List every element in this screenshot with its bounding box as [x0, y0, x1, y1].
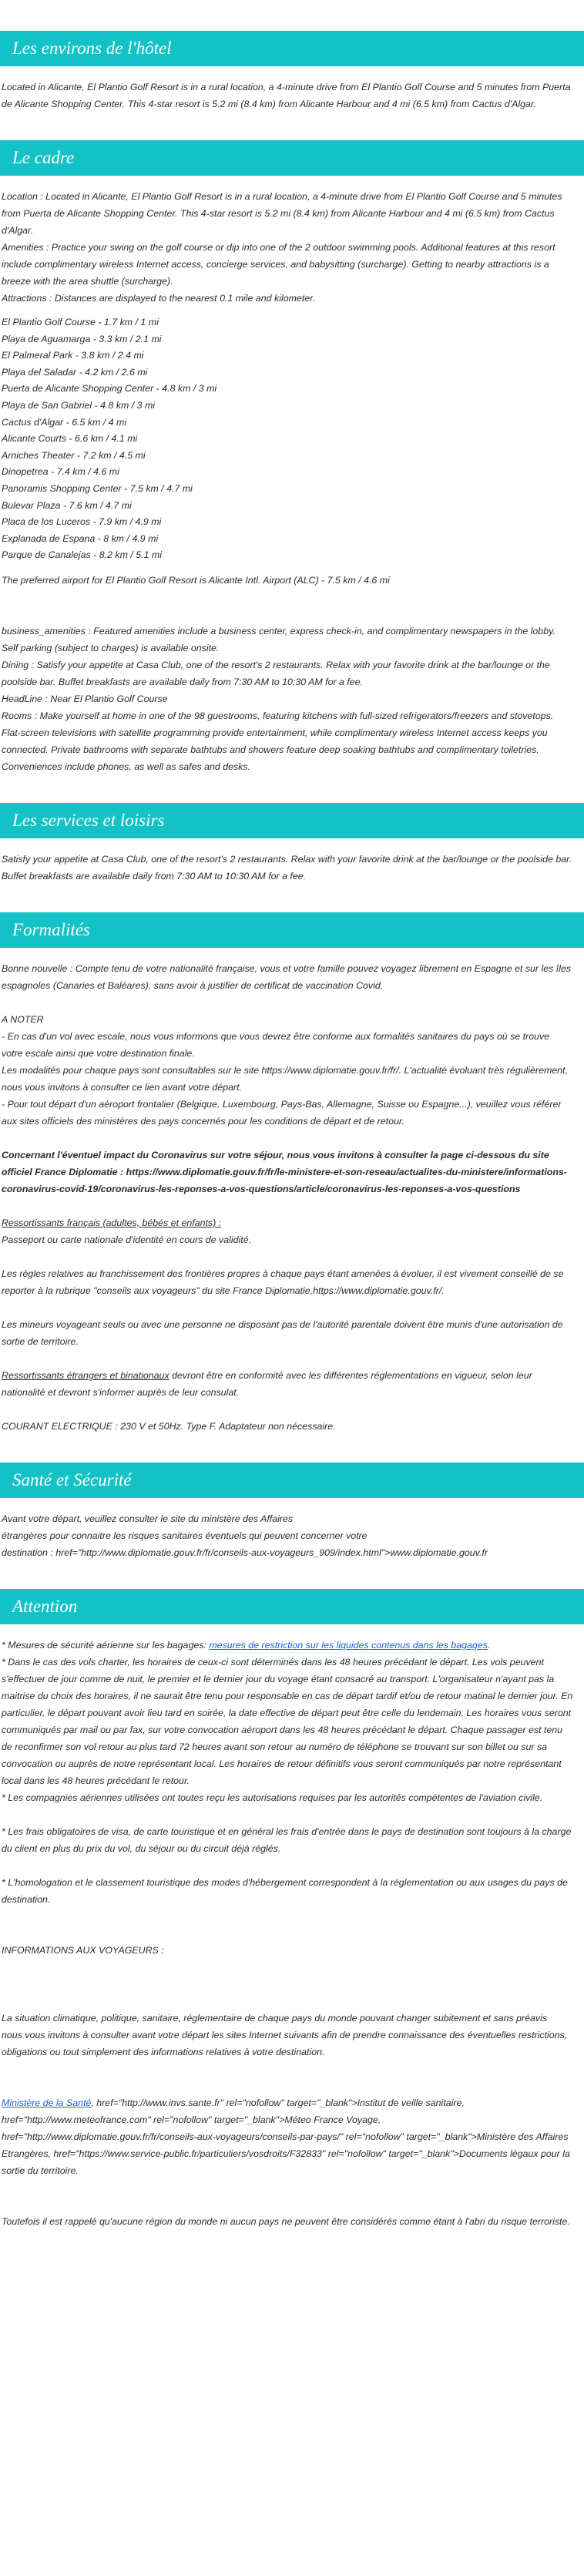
risque-terroriste: Toutefois il est rappelé qu'aucune région du monde ni aucun pays ne peuvent être considérés comme étant à l'abri du risque terroriste.: [2, 2215, 570, 2227]
noter-title: A NOTER: [2, 1013, 44, 1025]
situation-line-1: La situation climatique, politique, sanitaire, réglementaire de chaque pays du monde pouvant changer subitement et sans préavis: [2, 2012, 548, 2024]
section-title-sante: Santé et Sécurité: [0, 1463, 584, 1498]
list-item: Playa de Aguamarga - 3.3 km / 2.1 mi: [2, 333, 162, 344]
mesures-suffix: .: [487, 1639, 491, 1651]
section-title-cadre: Le cadre: [0, 140, 584, 176]
list-item: Puerta de Alicante Shopping Center - 4.8 km / 3 mi: [2, 383, 217, 395]
ressortissants-etrangers: [0, 1367, 573, 1401]
services-text: Satisfy your appetite at Casa Club, one of the resort's 2 restaurants. Relax with your favorite drink at the bar/lounge or the poolside bar. Buffet breakfasts are available daily from 7:30 AM to 10:30 AM for a fee.: [2, 853, 572, 882]
ressortissants-francais-text: Passeport ou carte nationale d'identité en cours de validité.: [2, 1234, 252, 1245]
regles-frontieres: Les règles relatives au franchissement des frontières propres à chaque pays étant amenées à évoluer, il est vivement conseillé de se reporter à la rubrique "conseils aux voyageurs" du site France Diplomatie,https://www.diplomatie.gouv.fr/.: [2, 1268, 564, 1296]
section-sante: [0, 1463, 573, 1561]
list-item: El Palmeral Park - 3.8 km / 2.4 mi: [2, 350, 144, 361]
cadre-airport: The preferred airport for El Plantio Golf Resort is Alicante Intl. Airport (ALC) - 7.5 km / 4.6 mi: [2, 574, 390, 586]
list-item: Playa del Saladar - 4.2 km / 2.6 mi: [2, 366, 148, 378]
mesures-prefix: * Mesures de sécurité aérienne sur les bagages:: [2, 1639, 210, 1651]
cadre-location: Location : Located in Alicante, El Plantio Golf Resort is in a rural location, a 4-minute drive from El Plantio Golf Course and 5 minutes from Puerta de Alicante Shopping Center. This 4-star resort is 5.2 mi (8.4 km) from Alicante Harbour and 4 mi (6.5 km) from Cactus d'Algar.: [2, 191, 562, 236]
list-item: Parque de Canalejas - 8.2 km / 5.1 mi: [2, 549, 162, 561]
section-title-attention: Attention: [0, 1589, 584, 1624]
list-item: Panoramis Shopping Center - 7.5 km / 4.7 mi: [2, 482, 193, 494]
sante-line-1: Avant votre départ, veuillez consulter le site du ministère des Affaires: [2, 1513, 294, 1524]
list-item: Explanada de Espana - 8 km / 4.9 mi: [2, 532, 159, 544]
section-services: [0, 803, 573, 885]
liquides-restriction-link[interactable]: mesures de restriction sur les liquides contenus dans les bagages: [209, 1639, 488, 1651]
section-formalites: [0, 912, 573, 1435]
section-cadre: [0, 140, 573, 775]
list-item: Cactus d'Algar - 6.5 km / 4 mi: [2, 416, 127, 428]
list-item: El Plantio Golf Course - 1.7 km / 1 mi: [2, 317, 159, 327]
coronavirus-notice: Concernant l'éventuel impact du Coronavirus sur votre séjour, nous vous invitons à consulter la page ci-dessous du site officiel France Diplomatie : https://www.diplomatie.gouv.fr/fr/le-ministere-et-son-reseau/actualites-du-ministere/informations-coronavirus-covid-19/coronavirus-les-reponses-a-vos-questions/article/coronavirus-les-reponses-a-vos-questions: [2, 1149, 567, 1194]
ressortissants-francais-title: Ressortissants français (adultes, bébés et enfants) :: [2, 1217, 222, 1228]
section-title-environs: Les environs de l'hôtel: [0, 31, 584, 66]
list-item: Alicante Courts - 6.6 km / 4.1 mi: [2, 433, 138, 445]
mesures-securite: [0, 1637, 573, 1654]
list-item: Arniches Theater - 7.2 km / 4.5 mi: [2, 449, 146, 461]
sante-line-2: étrangères pour connaitre les risques sanitaires éventuels qui peuvent concerner votre: [2, 1530, 368, 1541]
mineurs-text: Les mineurs voyageant seuls ou avec une personne ne disposant pas de l'autorité parentale doivent être munis d'une autorisation de sortie de territoire.: [2, 1318, 563, 1347]
sante-line-3: destination : href="http://www.diplomatie.gouv.fr/fr/conseils-aux-voyageurs_909/index.html">www.diplomatie.gouv.fr: [2, 1547, 488, 1558]
vols-charter: * Dans le cas des vols charter, les horaires de ceux-ci sont déterminés dans les 48 heures précédant le départ. Les vols peuvent s'effectuer de jour comme de nuit, le premier et le dernier jour du voyage étant consacré au transport. L'organisateur n'ayant pas la maitrise du choix des horaires, il ne saurait être tenu pour responsable en cas de départ tardif et/ou de retour matinal le dernier jour. En particulier, le départ pouvant avoir lieu tard en soirée, la date effective de départ peut être celle du lendemain. Les horaires vous seront communiqués par mail ou par fax, sur votre convocation aéroport dans les 48 heures précédant le départ. Chaque passager est tenu de reconfirmer son vol retour au plus tard 72 heures avant son retour au numéro de téléphone se trouvant sur son billet ou sur sa convocation ou auprès de notre représentant local. Les horaires de retour définitifs vous seront communiqués par notre représentant local dans les 48 heures précédant le retour.: [2, 1656, 573, 1786]
frais-visa: * Les frais obligatoires de visa, de carte touristique et en général les frais d'entrée dans le pays de destination sont toujours à la charge du client en plus du prix du vol, du séjour ou du circuit déjà réglés.: [2, 1825, 572, 1854]
situation-line-2: nous vous invitons à consulter avant votre départ les sites Internet suivants afin de prendre connaissance des éventuelles restrictions, obligations ou tout simplement des informations relatives à votre destination.: [2, 2029, 568, 2057]
ressortissants-etrangers-title: Ressortissants étrangers et binationaux: [2, 1369, 169, 1381]
cadre-rooms: Rooms : Make yourself at home in one of the 98 guestrooms, featuring kitchens with full-sized refrigerators/freezers and stovetops. Flat-screen televisions with satellite programming provide entertainment, while complimentary wireless Internet access keeps you connected. Private bathrooms with separate bathtubs and showers feature deep soaking bathtubs and complimentary toiletries. Conveniences include phones, as well as safes and desks.: [2, 710, 554, 772]
noter-modalites: Les modalités pour chaque pays sont consultables sur le site https://www.diplomatie.gouv.fr/fr/. L'actualité évoluant très régulièrement, nous vous invitons à consulter ce lien avant votre départ.: [2, 1064, 568, 1093]
section-title-services: Les services et loisirs: [0, 803, 584, 838]
cadre-headline: HeadLine : Near El Plantio Golf Course: [2, 693, 168, 704]
sites-officiels-text: , href="http://www.invs.sante.fr" rel="nofollow" target="_blank">Institut de veille sanitaire, href="http://www.meteofrance.com" rel="nofollow" target="_blank">Méteo France Voyage, href="http://www.diplomatie.gouv.fr/fr/conseils-aux-voyageurs/conseils-par-pays/" rel="nofollow" target="_blank">Ministère des Affaires Etrangères, href="https://www.service-public.fr/particuliers/vosdroits/F32833" rel="nofollow" target="_blank">Documents légaux pour la sortie du territoire.: [2, 2097, 570, 2176]
environs-text: Located in Alicante, El Plantio Golf Resort is in a rural location, a 4-minute drive from El Plantio Golf Course and 5 minutes from Puerta de Alicante Shopping Center. This 4-star resort is 5.2 mi (8.4 km) from Alicante Harbour and 4 mi (6.5 km) from Cactus d'Algar.: [2, 82, 571, 109]
homologation: * L'homologation et le classement touristique des modes d'hébergement correspondent à la réglementation ou aux usages du pays de destination.: [2, 1876, 568, 1905]
sites-officiels: [0, 2094, 573, 2179]
ministere-sante-link[interactable]: Ministère de la Santé: [2, 2097, 92, 2108]
list-item: Playa de San Gabriel - 4.8 km / 3 mi: [2, 399, 156, 411]
list-item: Bulevar Plaza - 7.6 km / 4.7 mi: [2, 499, 132, 511]
cadre-attractions: Attractions : Distances are displayed to the nearest 0.1 mile and kilometer.: [2, 293, 316, 304]
courant-electrique: COURANT ELECTRIQUE : 230 V et 50Hz. Type F. Adaptateur non nécessaire.: [2, 1420, 336, 1432]
informations-voyageurs-title: INFORMATIONS AUX VOYAGEURS :: [2, 1944, 164, 1956]
formalites-intro: Bonne nouvelle : Compte tenu de votre nationalité française, vous et votre famille pouvez voyagez librement en Espagne et sur les îles espagnoles (Canaries et Baléares), sans avoir à justifier de certificat de vaccination Covid.: [2, 962, 572, 991]
section-title-formalites: Formalités: [0, 912, 584, 948]
ressortissants-etrangers-text: devront être en conformité avec les différentes réglementations en vigueur, selon leur nationalité et devront s'informer auprès de leur consulat.: [2, 1369, 532, 1398]
section-environs: [0, 31, 573, 113]
list-item: Placa de los Luceros - 7.9 km / 4.9 mi: [2, 516, 162, 528]
list-item: Dinopetrea - 7.4 km / 4.6 mi: [2, 466, 119, 478]
noter-escale: - En cas d'un vol avec escale, nous vous informons que vous devrez être conforme aux formalités sanitaires du pays où se trouve votre escale ainsi que votre destination finale.: [2, 1030, 550, 1059]
cadre-business: business_amenities : Featured amenities include a business center, express check-in, and complimentary newspapers in the lobby. Self parking (subject to charges) is available onsite.: [2, 625, 555, 653]
cadre-amenities: Amenities : Practice your swing on the golf course or dip into one of the 2 outdoor swimming pools. Additional features at this resort include complimentary wireless Internet access, concierge services, and babysitting (surcharge). Getting to nearby attractions is a breeze with the area shuttle (surcharge).: [2, 242, 555, 287]
cadre-dining: Dining : Satisfy your appetite at Casa Club, one of the resort's 2 restaurants. Relax with your favorite drink at the bar/lounge or the poolside bar. Buffet breakfasts are available daily from 7:30 AM to 10:30 AM for a fee.: [2, 659, 550, 687]
noter-frontalier: - Pour tout départ d'un aéroport frontalier (Belgique, Luxembourg, Pays-Bas, Allemagne, Suisse ou Espagne...), veuillez vous référer aux sites officiels des ministères des pays concernés pour les conditions de départ et de retour.: [2, 1098, 562, 1127]
section-attention: [0, 1589, 573, 2230]
distance-list: [0, 314, 573, 564]
compagnies-aeriennes: * Les compagnies aériennes utilisées ont toutes reçu les autorisations requises par les autorités compétentes de l'aviation civile.: [2, 1792, 543, 1803]
